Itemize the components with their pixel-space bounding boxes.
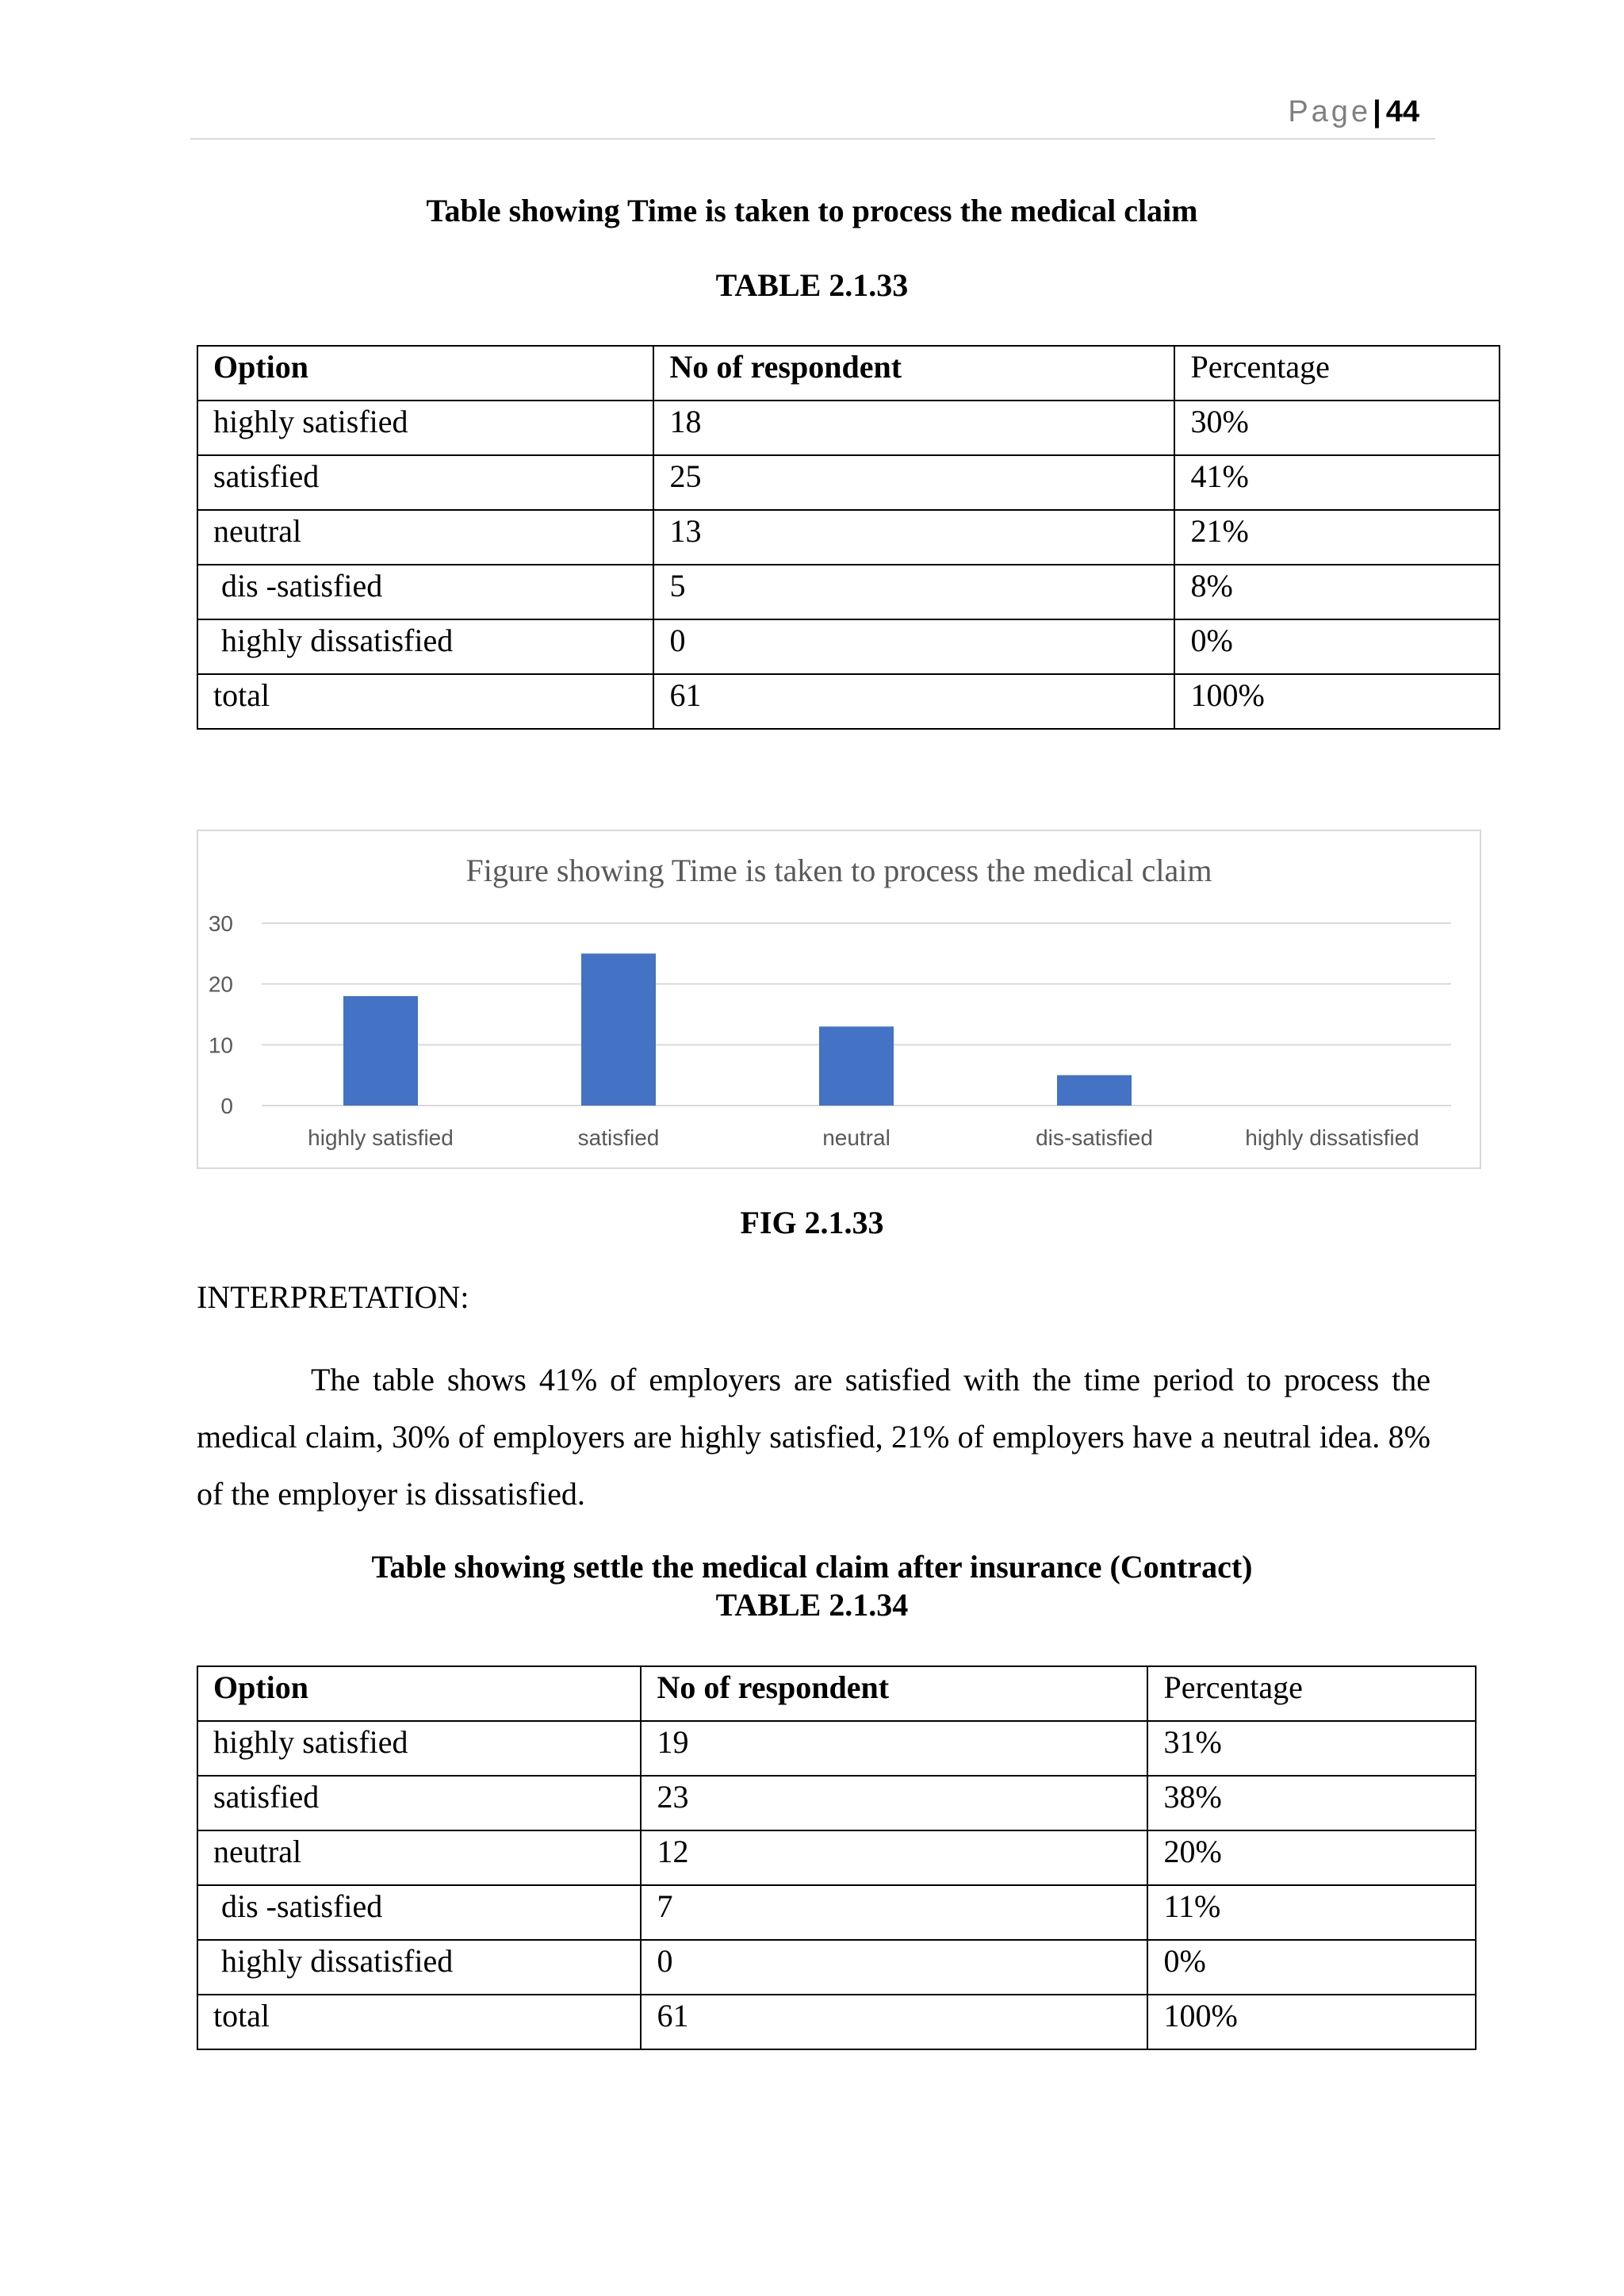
y-tick-label: 30 [208,911,233,936]
table-header-row [197,346,1500,401]
percentage-cell: 38% [1147,1776,1476,1830]
percentage-cell: 30% [1174,401,1500,455]
option-cell: dis -satisfied [197,565,653,619]
option-cell: total [197,674,653,729]
y-tick-label: 0 [220,1094,233,1118]
chart-plot [198,831,1480,1167]
x-category-label: neutral [822,1125,891,1150]
percentage-cell: 41% [1174,455,1500,510]
y-tick-label: 10 [208,1033,233,1058]
page-separator: | [1373,95,1381,128]
table-row [197,565,1500,619]
percentage-cell: 11% [1147,1885,1476,1940]
respondent-cell: 5 [653,565,1174,619]
table-row [197,401,1500,455]
respondent-cell: 0 [641,1940,1147,1995]
x-category-label: satisfied [577,1125,660,1150]
bar-satisfied [581,953,656,1106]
respondent-cell: 61 [653,674,1174,729]
percentage-cell: 0% [1174,619,1500,674]
table-label-2: TABLE 2.1.34 [715,1587,909,1623]
column-header-option: Option [197,1666,641,1721]
column-header-respondents: No of respondent [653,346,1174,401]
table-header-row [197,1666,1476,1721]
y-tick-label: 20 [208,972,233,997]
page-number-label [1288,95,1419,129]
column-header-percentage: Percentage [1174,346,1500,401]
bar-chart [197,830,1481,1169]
respondent-cell: 13 [653,510,1174,565]
respondent-cell: 7 [641,1885,1147,1940]
bar-neutral [819,1026,894,1106]
table-title-2: Table showing settle the medical claim after insurance (Contract) [371,1549,1253,1585]
table-row [197,455,1500,510]
table-row [197,1776,1476,1830]
percentage-cell: 0% [1147,1940,1476,1995]
percentage-cell: 100% [1147,1995,1476,2049]
respondent-cell: 12 [641,1830,1147,1885]
respondent-cell: 19 [641,1721,1147,1776]
respondent-cell: 61 [641,1995,1147,2049]
interpretation-text: The table shows 41% of employers are satisfied with the time period to process the medical claim, 30% of employers are highly satisfied, 21% of employers have a neutral idea. 8% of the employer is dissatisfied. [197,1362,1431,1512]
table-row [197,619,1500,674]
option-cell: highly dissatisfied [197,619,653,674]
column-header-respondents: No of respondent [641,1666,1147,1721]
table-row [197,1940,1476,1995]
option-cell: dis -satisfied [197,1885,641,1940]
respondent-cell: 23 [641,1776,1147,1830]
percentage-cell: 31% [1147,1721,1476,1776]
table-row [197,1885,1476,1940]
table-row-total [197,674,1500,729]
percentage-cell: 21% [1174,510,1500,565]
x-category-label: highly dissatisfied [1245,1125,1419,1150]
page-header [190,94,1435,140]
interpretation-title: INTERPRETATION: [197,1279,469,1315]
option-cell: highly satisfied [197,1721,641,1776]
percentage-cell: 20% [1147,1830,1476,1885]
chart-title: Figure showing Time is taken to process the medical claim [465,853,1212,888]
column-header-percentage: Percentage [1147,1666,1476,1721]
percentage-cell: 8% [1174,565,1500,619]
option-cell: satisfied [197,1776,641,1830]
bar-dis-satisfied [1057,1075,1132,1106]
option-cell: satisfied [197,455,653,510]
table-title-1: Table showing Time is taken to process the medical claim [426,193,1198,228]
page-label: Page [1288,95,1372,128]
bar-highly-satisfied [343,996,418,1106]
respondent-cell: 0 [653,619,1174,674]
option-cell: neutral [197,1830,641,1885]
option-cell: total [197,1995,641,2049]
table-label-1: TABLE 2.1.33 [715,267,909,303]
table-row [197,1721,1476,1776]
x-category-label: highly satisfied [308,1125,454,1150]
percentage-cell: 100% [1174,674,1500,729]
option-cell: neutral [197,510,653,565]
respondent-cell: 25 [653,455,1174,510]
table-row [197,1830,1476,1885]
column-header-option: Option [197,346,653,401]
option-cell: highly dissatisfied [197,1940,641,1995]
data-table-1 [197,345,1500,730]
option-cell: highly satisfied [197,401,653,455]
x-category-label: dis-satisfied [1036,1125,1153,1150]
table-row [197,510,1500,565]
table-row-total [197,1995,1476,2049]
respondent-cell: 18 [653,401,1174,455]
data-table-2 [197,1665,1477,2050]
interpretation-paragraph [197,1351,1431,1523]
figure-caption: FIG 2.1.33 [740,1205,884,1240]
page-number: 44 [1385,95,1419,128]
